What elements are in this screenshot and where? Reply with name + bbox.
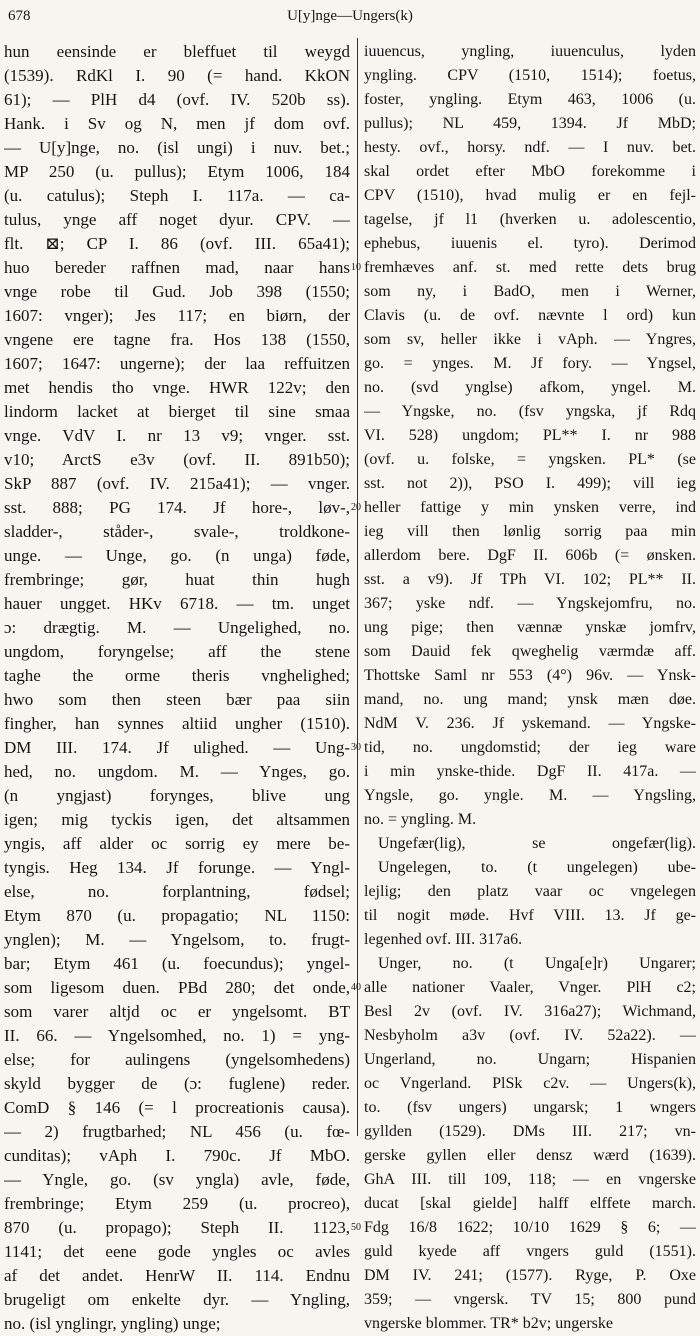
text-line: Besl 2v (ovf. IV. 316a27); Wichmand, <box>364 1003 696 1020</box>
text-line: til nogit møde. Hvf VIII. 13. Jf ge- <box>364 907 696 924</box>
text-line: yngling. CPV (1510, 1514); foetus, <box>364 67 696 84</box>
text-line: taghe the orme theris vnghelighed; <box>4 666 350 685</box>
text-line: ynglen); M. — Yngelsom, to. frugt- <box>4 930 350 949</box>
text-line: 870 (u. propago); Steph II. 1123, <box>4 1218 350 1237</box>
text-line: som varer altjd oc er yngelsomt. BT <box>4 1002 350 1021</box>
text-line: lejlig; den platz vaar oc vngelegen <box>364 883 696 900</box>
line-number: 30 <box>351 742 361 753</box>
text-line: hauer ungget. HKv 6718. — tm. unget <box>4 594 350 613</box>
text-line: no. = yngling. M. <box>364 811 477 828</box>
page-header <box>8 4 692 28</box>
text-line: unge. — Unge, go. (n unga) føde, <box>4 546 350 565</box>
text-line: Hank. i Sv og N, men jf dom ovf. <box>4 114 350 133</box>
line-number: 50 <box>351 1222 361 1233</box>
text-line: NdM V. 236. Jf yskemand. — Yngske- <box>364 715 696 732</box>
text-line: som Dauid fek qweghelig værmdæ aff. <box>364 643 696 660</box>
text-line: CPV (1510), hvad mulig er en fejl- <box>364 187 696 204</box>
text-line: ephebus, iuuenis el. tyro). Derimod <box>364 235 696 252</box>
text-line: igen; mig tyckis igen, det altsammen <box>4 810 350 829</box>
text-line: go. = ynges. M. Jf fory. — Yngsel, <box>364 355 696 372</box>
text-line: tyngis. Heg 134. Jf forunge. — Yngl- <box>4 858 350 877</box>
text-line: gyllden (1529). DMs III. 217; vn- <box>364 1123 696 1140</box>
text-line: tagelse, jf l1 (hverken u. adolescentio, <box>364 211 696 228</box>
text-line: 1607: vnger); Jes 117; en biørn, der <box>4 306 350 325</box>
text-line: — Yngle, go. (sv yngla) avle, føde, <box>4 1170 350 1189</box>
text-line: sst. a v9). Jf TPh VI. 102; PL** II. <box>364 571 696 588</box>
text-line: alle nationer Vaaler, Vnger. PlH c2; <box>364 979 696 996</box>
text-line: SkP 887 (ovf. IV. 215a41); — vnger. <box>4 474 350 493</box>
text-line: vnge. VdV I. nr 13 v9; vnger. sst. <box>4 426 350 445</box>
text-line: (1539). RdKl I. 90 (= hand. KkON <box>4 66 350 85</box>
text-line: guld kyede aff vngers guld (1551). <box>364 1243 696 1260</box>
text-line: ieg vill then lønlig sorrig paa min <box>364 523 696 540</box>
text-line: no. (svd ynglse) afkom, yngel. M. <box>364 379 696 396</box>
text-line: af det andet. HenrW II. 114. Endnu <box>4 1266 350 1285</box>
text-line: frembringe; Etym 259 (u. procreo), <box>4 1194 350 1213</box>
text-line: vngene ere tagne fra. Hos 138 (1550, <box>4 330 350 349</box>
text-line: 1141; det eene gode yngles oc avles <box>4 1242 350 1261</box>
text-line: pullus); NL 459, 1394. Jf MbD; <box>364 115 696 132</box>
text-line: Ungefær(lig), se ongefær(lig). <box>378 835 696 852</box>
text-line: tid, no. ungdomstid; der ieg ware <box>364 739 696 756</box>
text-line: VI. 528) ungdom; PL** I. nr 988 <box>364 427 696 444</box>
text-line: Fdg 16/8 1622; 10/10 1629 § 6; — <box>364 1219 696 1236</box>
text-line: fingher, han synnes altiid ungher (1510). <box>4 714 350 733</box>
text-line: mand, no. ung mand; ynsk mæn døe. <box>364 691 696 708</box>
text-line: to. (fsv ungers) ungarsk; 1 wngers <box>364 1099 696 1116</box>
text-line: legenhed ovf. III. 317a6. <box>364 931 523 948</box>
text-line: ungdom, foryngelse; aff the stene <box>4 642 350 661</box>
text-line: (ovf. u. folske, = yngsken. PL* (se <box>364 451 696 468</box>
text-line: yngis, aff alder oc sorrig ey mere be- <box>4 834 350 853</box>
text-line: ComD § 146 (= l procreationis causa). <box>4 1098 350 1117</box>
text-line: sladder-, ståder-, svale-, troldkone- <box>4 522 350 541</box>
text-line: brugeligt om enkelte dyr. — Yngling, <box>4 1290 350 1309</box>
text-line: Clavis (u. de ovf. nævnte l ord) kun <box>364 307 696 324</box>
text-line: heller fattige y min ynsken verre, ind <box>364 499 696 516</box>
text-line: Ungerland, no. Ungarn; Hispanien <box>364 1051 696 1068</box>
text-line: (u. catulus); Steph I. 117a. — ca- <box>4 186 350 205</box>
text-line: no. (isl ynglingr, yngling) unge; <box>4 1314 221 1333</box>
text-line: som ligesom duen. PBd 280; det onde, <box>4 978 350 997</box>
text-line: 61); — PlH d4 (ovf. IV. 520b ss). <box>4 90 350 109</box>
running-head: U[y]nge—Ungers(k) <box>287 8 413 24</box>
text-line: bar; Etym 461 (u. foecundus); yngel- <box>4 954 350 973</box>
text-line: sst. not 2)), PSO I. 499); vill ieg <box>364 475 696 492</box>
text-line: (n yngjast) forynges, blive ung <box>4 786 350 805</box>
text-line: ducat [skal gielde] halff elffete march. <box>364 1195 696 1212</box>
line-number: 40 <box>351 982 361 993</box>
text-line: Unger, no. (t Unga[e]r) Ungarer; <box>378 955 696 972</box>
text-line: flt. ⊠; CP I. 86 (ovf. III. 65a41); <box>4 234 350 253</box>
text-line: hesty. ovf., horsy. ndf. — I nuv. bet. <box>364 139 696 156</box>
text-line: gerske gyllen eller densz wærd (1639). <box>364 1147 696 1164</box>
text-line: lindorm lacket at bierget til sine smaa <box>4 402 350 421</box>
text-line: else; for aulingens (yngelsomhedens) <box>4 1050 350 1069</box>
text-line: vngerske blommer. TR* b2v; ungerske <box>364 1315 613 1332</box>
text-line: Thottske Saml nr 553 (4°) 96v. — Ynsk- <box>364 667 696 684</box>
text-line: Yngsle, go. yngle. M. — Yngsling, <box>364 787 696 804</box>
text-line: hun eensinde er bleffuet til weygd <box>4 42 350 61</box>
text-line: huo bereder raffnen mad, naar hans <box>4 258 350 277</box>
text-line: — Yngske, no. (fsv yngska, jf Rdq <box>364 403 696 420</box>
text-line: skal ordet efter MbO forekomme i <box>364 163 696 180</box>
text-line: foster, yngling. Etym 463, 1006 (u. <box>364 91 696 108</box>
line-number: 20 <box>351 502 361 513</box>
text-line: 367; yske ndf. — Yngskejomfru, no. <box>364 595 696 612</box>
text-line: Etym 870 (u. propagatio; NL 1150: <box>4 906 350 925</box>
text-line: DM III. 174. Jf ulighed. — Ung- <box>4 738 350 757</box>
text-line: Ungelegen, to. (t ungelegen) ube- <box>378 859 696 876</box>
text-line: frembringe; gør, huat thin hugh <box>4 570 350 589</box>
text-line: 1607; 1647: ungerne); der laa reffuitzen <box>4 354 350 373</box>
text-line: — U[y]nge, no. (isl ungi) i nuv. bet.; <box>4 138 350 157</box>
right-column <box>364 40 696 1336</box>
left-column <box>4 40 350 1336</box>
text-line: vnge robe til Gud. Job 398 (1550; <box>4 282 350 301</box>
text-line: iuuencus, yngling, iuuenculus, lyden <box>364 43 696 60</box>
text-line: i min ynske-thide. DgF II. 417a. — <box>364 763 696 780</box>
text-line: DM IV. 241; (1577). Ryge, P. Oxe <box>364 1267 696 1284</box>
text-line: ung pige; then vænnæ ynskæ jomfrv, <box>364 619 696 636</box>
text-line: Nesbyholm a3v (ovf. IV. 52a22). — <box>364 1027 696 1044</box>
column-divider <box>357 38 358 1136</box>
text-line: ɔ: drægtig. M. — Ungelighed, no. <box>4 618 350 637</box>
text-line: hed, no. ungdom. M. — Ynges, go. <box>4 762 350 781</box>
text-line: allerdom bere. DgF II. 606b (= ønsken. <box>364 547 696 564</box>
text-line: tulus, ynge aff noget dyur. CPV. — <box>4 210 350 229</box>
text-line: oc Vngerland. PlSk c2v. — Ungers(k), <box>364 1075 696 1092</box>
text-line: som ny, i BadO, men i Werner, <box>364 283 696 300</box>
text-line: GhA III. till 109, 118; — en vngerske <box>364 1171 696 1188</box>
text-line: v10; ArctS e3v (ovf. II. 891b50); <box>4 450 350 469</box>
line-number: 10 <box>351 262 361 273</box>
text-line: 359; — vngersk. TV 15; 800 pund <box>364 1291 696 1308</box>
page-number: 678 <box>8 8 31 24</box>
text-line: fremhæves anf. st. med rette dets brug <box>364 259 696 276</box>
text-line: skyld bygger de (ɔ: fuglene) reder. <box>4 1074 350 1093</box>
text-line: MP 250 (u. pullus); Etym 1006, 184 <box>4 162 350 181</box>
text-line: II. 66. — Yngelsomhed, no. 1) = yng- <box>4 1026 350 1045</box>
text-line: hwo som then steen bær paa siin <box>4 690 350 709</box>
text-line: sst. 888; PG 174. Jf hore-, løv-, <box>4 498 350 517</box>
text-line: else, no. forplantning, fødsel; <box>4 882 350 901</box>
text-line: cunditas); vAph I. 790c. Jf MbO. <box>4 1146 350 1165</box>
text-line: met hendis tho vnge. HWR 122v; den <box>4 378 350 397</box>
text-line: som sv, heller ikke i vAph. — Yngres, <box>364 331 696 348</box>
text-line: — 2) frugtbarhed; NL 456 (u. fœ- <box>4 1122 350 1141</box>
